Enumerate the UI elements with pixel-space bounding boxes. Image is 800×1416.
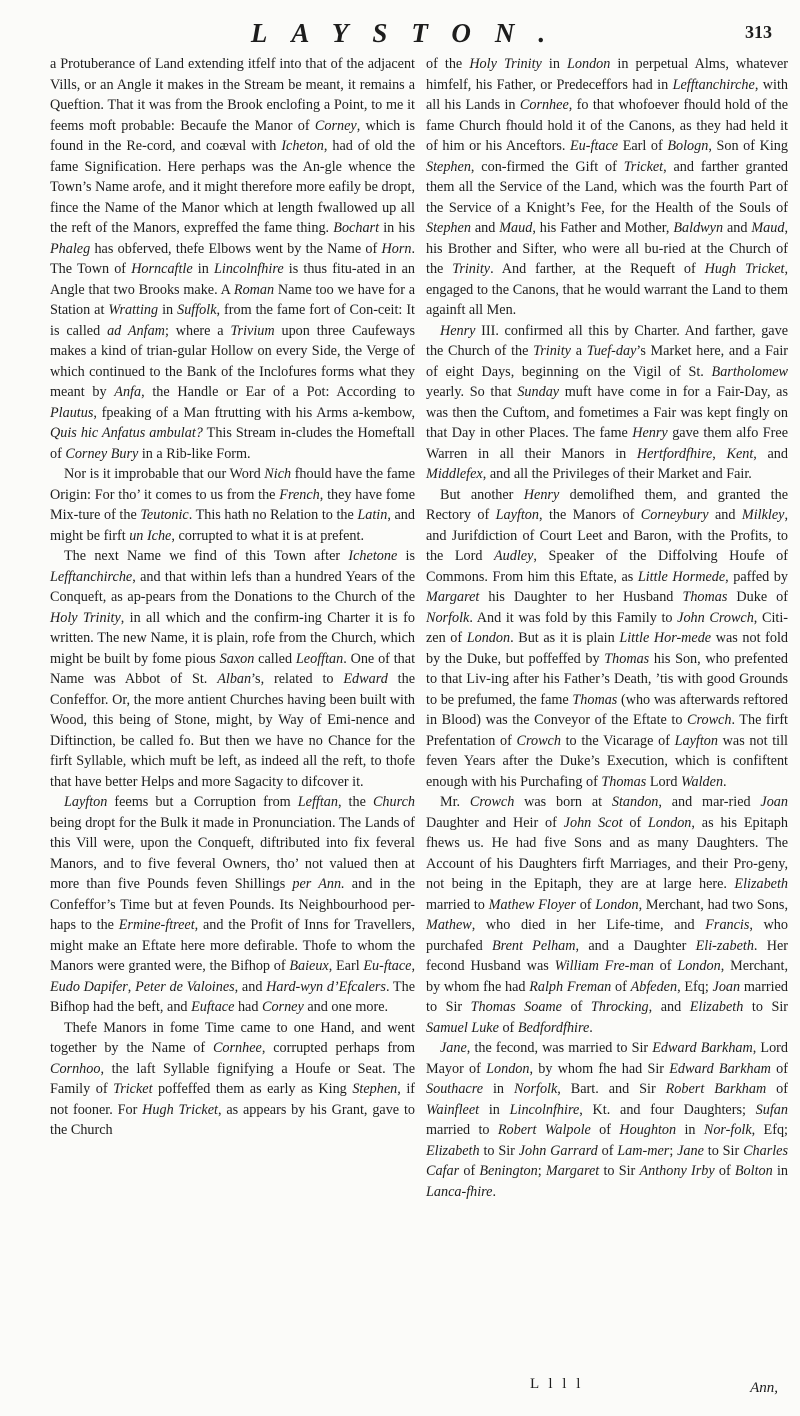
italic-text: London [595, 896, 639, 913]
italic-text: Ermine-ftreet [118, 917, 195, 933]
italic-text: Wainfleet [426, 1101, 480, 1118]
italic-text: London [567, 56, 611, 72]
text-run: a [570, 343, 587, 359]
text-run: of [653, 958, 678, 974]
italic-text: Anfa [114, 384, 142, 400]
italic-text: Saxon [219, 650, 255, 667]
text-run: , from the fame fort of Con-ceit: It is called [50, 302, 415, 339]
italic-text: Ichetone [348, 548, 398, 564]
italic-text: Stephen [426, 158, 471, 175]
running-title: LAYSTON. [250, 18, 570, 48]
italic-text: Nor-folk [703, 1122, 752, 1138]
text-run: , corrupted to what it is at prefent. [171, 527, 365, 544]
italic-text: Lefftan [297, 794, 338, 810]
paragraph [50, 792, 415, 1018]
text-run: , Speaker of the Diffolving Houfe of Commons. From him this Eftate, as [426, 548, 788, 585]
italic-text: Corneybury [640, 507, 709, 523]
italic-text: Lam-mer [617, 1142, 670, 1159]
text-run: in [483, 1081, 514, 1097]
paragraph [426, 321, 788, 485]
text-run: is thus fitu-ated in an Angle that two Brooks make. A [50, 261, 415, 298]
text-run: to Sir [703, 1142, 744, 1159]
italic-text: Eli-zabeth [695, 937, 754, 954]
text-run: Name too we have for a Station at [50, 281, 416, 318]
text-run: , and [648, 999, 690, 1015]
text-run: , and might be firft [50, 507, 415, 544]
text-run: , the Manors of [538, 507, 641, 523]
text-run: . Her fecond Husband was [426, 937, 788, 974]
italic-text: London [677, 958, 721, 974]
text-run: married to [426, 896, 489, 913]
italic-text: John Crowch [677, 609, 754, 626]
italic-text: Holy Trinity [50, 609, 121, 626]
italic-text: Mathew Floyer [488, 896, 576, 913]
text-run: (who was afterwards reftored in Blood) was the Conveyor of the Eftate to [426, 691, 788, 728]
text-run: , engaged to the Canons, that he would warrant the Land to them againft all Men. [426, 261, 788, 318]
italic-text: Joan [760, 794, 788, 810]
italic-text: John Garrard [518, 1142, 598, 1159]
text-run: , as appears by his Grant, gave to the Church [50, 1101, 415, 1138]
italic-text: Euftace [191, 999, 235, 1015]
italic-text: Henry [523, 486, 560, 503]
italic-text: Icheton [281, 138, 324, 154]
text-run: , the fecond, was married to Sir [466, 1040, 653, 1056]
italic-text: Sunday [517, 384, 560, 400]
page-header [0, 18, 800, 58]
italic-text: Elizabeth [734, 876, 788, 892]
text-run: , con-firmed the Gift of [470, 158, 624, 175]
text-run: , and [234, 978, 267, 995]
text-run: had [234, 999, 262, 1015]
text-run: his Daughter to her Husband [479, 589, 683, 605]
italic-text: Walden [681, 773, 724, 790]
italic-text: Horn [381, 240, 412, 257]
text-run: married to Sir [426, 978, 788, 1015]
text-run: , Son of King [708, 138, 788, 154]
italic-text: Hugh Tricket [142, 1101, 218, 1118]
italic-text: Thomas [572, 691, 618, 708]
text-run: , [411, 958, 415, 974]
italic-text: Mathew [426, 917, 472, 933]
italic-text: London [648, 814, 692, 831]
paragraph [50, 1018, 415, 1141]
italic-text: Phaleg [50, 240, 91, 257]
italic-text: Crowch [469, 794, 515, 810]
italic-text: Lefftanchirche [672, 76, 755, 93]
text-run: , Merchant, by whom fhe had [426, 958, 788, 995]
text-run: , [712, 445, 727, 462]
text-run: called [254, 650, 296, 667]
text-run: is [397, 548, 415, 564]
italic-text: Bolton [734, 1163, 773, 1179]
text-run: ; where a [164, 322, 231, 339]
text-run: gave them alfo Free Warren in all their Manors in [426, 425, 788, 462]
text-run: of [575, 896, 596, 913]
text-run: yearly. So that [426, 384, 518, 400]
printer-signature-mark: L l l l [530, 1376, 584, 1392]
left-text-column [50, 54, 415, 1141]
italic-text: Francis [705, 917, 750, 933]
text-run: in [541, 56, 567, 72]
text-run: . [723, 773, 727, 790]
italic-text: Trinity [452, 261, 491, 277]
text-run: . One of that Name was Abbot of St. [50, 650, 416, 687]
text-run: in [192, 261, 214, 277]
italic-text: Crowch [516, 732, 561, 749]
text-run: , corrupted perhaps from [261, 1040, 416, 1056]
text-run: , which is found in the Re-cord, and coæval with [50, 117, 415, 154]
paragraph [50, 54, 415, 464]
italic-text: Eudo Dapifer [50, 978, 128, 995]
text-run: poffeffed them as early as King [152, 1081, 353, 1097]
italic-text: Tricket [623, 158, 664, 175]
text-run: This Stream in-cludes the Homeftall of [50, 425, 415, 462]
italic-text: Teutonic [140, 507, 189, 523]
text-run: , had of old the fame Signification. Here perhaps was the An-gle whence the Town’s Name arofe, and it might therefore more eafily be dropt, fince the Name of the Manor which at length fwallowed up all the reft of the Manors, expreffed the fame thing. [50, 138, 416, 236]
text-run: , fo that whofoever fhould hold of the fame Church fhould hold it of the Canons, as they had held it of him or his Anceftors. [426, 97, 788, 154]
text-run: of [611, 978, 631, 995]
text-run: and [723, 220, 752, 236]
italic-text: Alban [217, 671, 252, 687]
text-run: of [714, 1163, 735, 1179]
text-run: his Son, who prefented to that Liv-ing after his Father’s Death, ’tis with good Grounds to be prefumed, the fame [426, 650, 788, 708]
italic-text: London [486, 1060, 530, 1077]
text-run: to Sir [743, 999, 788, 1015]
text-run: , and the Profit of Inns for Travellers, might make an Eftate here more defirable. Thofe to whom the Manors were granted were, the Bifhop of [50, 917, 415, 974]
italic-text: Elizabeth [426, 1142, 480, 1159]
text-run: to Sir [479, 1142, 519, 1159]
italic-text: Margaret [426, 589, 480, 605]
italic-text: Corney Bury [65, 445, 139, 462]
text-run: of [766, 1081, 788, 1097]
text-run: of the [426, 56, 470, 72]
text-run: , as his Epitaph fhews us. He had five Sons and as many Daughters. The Account of his Daughters firft Marriages, and their Pro-geny, not being in the Epitaph, they are at large here. [426, 814, 788, 892]
italic-text: Kent [726, 445, 754, 462]
italic-text: Abfeden [630, 978, 678, 995]
italic-text: Hertfordfhire [636, 445, 713, 462]
text-run: , paffed by [725, 568, 788, 585]
text-run: and [470, 220, 500, 236]
italic-text: John Scot [563, 814, 623, 831]
italic-text: Bologn [667, 138, 709, 154]
text-run: a Protuberance of Land extending itfelf into that of the adjacent Vills, or an Angle it makes in the Stream be meant, it remains a Queftion. That it was from the Brook enclofing a Point, to me it feems moft probable: Becaufe the Manor of [50, 56, 415, 134]
paragraph [426, 54, 788, 321]
text-run: , by whom fhe had Sir [529, 1060, 670, 1077]
text-run: and in the Confeffor’s Time but at feven Pounds. Its Neighbourhood per-haps to the [50, 876, 415, 933]
italic-text: Stephen [352, 1081, 398, 1097]
italic-text: Tuef-day [586, 343, 637, 359]
italic-text: Horncaftle [131, 261, 193, 277]
italic-text: Norfolk [426, 609, 470, 626]
text-run: married to [426, 1122, 498, 1138]
text-run: , Kt. and four Daughters; [579, 1101, 756, 1118]
text-run: , Earl [328, 958, 364, 974]
text-run: , and Jurifdiction of Court Leet and Baron, with the Profits, to the Lord [426, 507, 788, 564]
italic-text: Cornhee [519, 97, 569, 113]
italic-text: Southacre [426, 1081, 483, 1097]
italic-text: Elizabeth [689, 999, 744, 1015]
text-run: . The firft Prefentation of [426, 712, 788, 749]
italic-text: un Iche [129, 527, 172, 544]
italic-text: London [466, 630, 511, 646]
italic-text: Henry [632, 425, 668, 441]
italic-text: Robert Barkham [665, 1081, 767, 1097]
italic-text: Trinity [533, 343, 571, 359]
italic-text: Thomas Soame [470, 999, 562, 1015]
text-run: of [770, 1060, 788, 1077]
italic-text: French [279, 486, 320, 503]
italic-text: Leofftan [295, 650, 344, 667]
page-footer [0, 1376, 800, 1406]
text-run: Earl of [618, 138, 668, 154]
text-run: in [158, 302, 178, 318]
paragraph [426, 485, 788, 793]
text-run: ’s Market here, and a Fair of eight Days, beginning on the Vigil of St. [426, 343, 788, 380]
paragraph [426, 792, 788, 1038]
italic-text: Peter de Valoines [135, 978, 235, 995]
text-run: , and that within lefs than a hundred Years of the Conqueft, as ap-pears from the Donations to the Church of the [50, 568, 415, 605]
text-run: of [498, 1019, 518, 1036]
text-run: and [708, 507, 742, 523]
italic-text: Thomas [604, 650, 650, 667]
text-run: feems but a Corruption from [107, 794, 298, 810]
italic-text: Lanca-fhire [426, 1183, 493, 1200]
italic-text: Benington [479, 1163, 538, 1179]
italic-text: Wratting [108, 302, 159, 318]
text-run: the Confeffor. Or, the more antient Churches having been built with Wood, this being of Stone, might, by Way of Emi-nence and Diftinction, be called fo. But then we have no Chance for the firft Syllable, which muft be left, as indeed all the reft, to thofe that have better Helps and more Sagacity to difcover it. [50, 671, 416, 790]
italic-text: Anthony Irby [639, 1163, 715, 1179]
text-run: demolifhed them, and granted the Rectory of [426, 486, 788, 523]
text-run: was not fold by the Duke, but poffeffed by [426, 630, 788, 667]
text-run: was not till feven Years after the Duke’s Execution, which is confiftent enough with his Purchafing of [426, 732, 788, 790]
italic-text: Margaret [545, 1163, 600, 1179]
italic-text: Norfolk [513, 1081, 558, 1097]
italic-text: Jane [440, 1040, 467, 1056]
italic-text: Jane [677, 1142, 704, 1159]
italic-text: Latin [357, 507, 388, 523]
italic-text: Samuel Luke [426, 1019, 499, 1036]
paragraph [426, 1038, 788, 1202]
italic-text: Thomas [601, 773, 647, 790]
italic-text: Bochart [333, 220, 380, 236]
italic-text: Joan [712, 978, 741, 995]
right-text-column [426, 54, 788, 1202]
italic-text: Plautus [50, 404, 94, 421]
text-run: Lord [646, 773, 681, 790]
text-run: . [589, 1019, 593, 1036]
text-run: was born at [514, 794, 612, 810]
italic-text: Sufan [755, 1101, 788, 1118]
text-run: muft have come in for a Fair-Day, as was then the Cuftom, and fometimes a Fair was kept fingly on that Day in other Places. The fame [426, 384, 788, 441]
text-run: , his Father and Mother, [532, 220, 674, 236]
text-run: in perpetual Alms, whatever himfelf, his Father, or Predeceffors had in [426, 56, 788, 93]
text-run: in [772, 1163, 788, 1179]
italic-text: Little Hormede [637, 568, 726, 585]
italic-text: Cornhee [212, 1040, 262, 1056]
italic-text: Baieux [289, 958, 329, 974]
italic-text: Layfton [495, 507, 539, 523]
italic-text: Hard-wyn d’Efcalers [266, 978, 386, 995]
text-run: , Efq; [677, 978, 713, 995]
page-number: 313 [745, 22, 772, 42]
text-run: ; [537, 1163, 546, 1179]
text-run: Duke of [727, 589, 788, 605]
italic-text: Maud [499, 220, 533, 236]
italic-text: Little Hor-mede [619, 630, 712, 646]
text-run: , who purchafed [426, 917, 788, 954]
text-run: , fpeaking of a Man ftrutting with his Arms a-kembow, [93, 404, 415, 421]
text-run: , his Brother and Sifter, who were all bu-ried at the Church of the [426, 220, 788, 277]
italic-text: Bartholomew [711, 363, 788, 380]
text-run: , Bart. and Sir [557, 1081, 666, 1097]
italic-text: Throcking [590, 999, 649, 1015]
italic-text: Audley [494, 548, 534, 564]
text-run: , if not fooner. For [50, 1081, 415, 1118]
italic-text: Suffolk [177, 302, 217, 318]
text-run: , and a Daughter [575, 937, 696, 954]
italic-text: Eu-ftace [570, 138, 619, 154]
italic-text: Henry [440, 322, 476, 339]
italic-text: William Fre-man [554, 958, 654, 974]
italic-text: Roman [233, 281, 275, 298]
text-run: But another [440, 486, 524, 503]
text-run: . The Town of [50, 240, 415, 277]
paragraph [50, 464, 415, 546]
text-run: The next Name we find of this Town after [64, 548, 349, 564]
italic-text: Thomas [682, 589, 728, 605]
italic-text: Charles Cafar [426, 1142, 788, 1179]
text-run: being dropt for the Bulk it made in Pronunciation. The Lands of this Vill were, upon the Conqueft, diftributed into fix feveral Manors, and to five feveral Owners, tho’ not valued then at more than five Pounds feven Shillings [50, 814, 415, 892]
text-run: , and farther granted them all the Service of the Land, which was the fourth Part of the Service of a Knight’s Fee, for the Health of the Souls of [426, 158, 788, 216]
text-run: Daughter and Heir of [426, 814, 564, 831]
italic-text: Crowch [687, 712, 732, 728]
italic-text: Lincolnfhire [214, 261, 284, 277]
text-run: ; [669, 1142, 678, 1159]
italic-text: Edward Barkham [652, 1040, 753, 1056]
italic-text: Layfton [674, 732, 718, 749]
text-run: of [622, 814, 649, 831]
text-run: of [590, 1122, 620, 1138]
text-run: Mr. [440, 794, 470, 810]
italic-text: Layfton [64, 794, 108, 810]
italic-text: Holy Trinity [469, 56, 542, 72]
text-run: Thefe Manors in fome Time came to one Hand, and went together by the Name of [50, 1019, 415, 1056]
text-run: has obferved, thefe Elbows went by the Name of [90, 240, 382, 257]
italic-text: Edward Barkham [669, 1060, 771, 1077]
italic-text: Brent Pelham [491, 937, 576, 954]
text-run: , and [753, 445, 788, 462]
text-run: , Efq; [751, 1122, 788, 1138]
italic-text: Milkley [741, 507, 785, 523]
italic-text: Church [372, 794, 415, 810]
text-run: . But as it is plain [510, 630, 620, 646]
text-run: fhould have the fame Origin: For tho’ it comes to us from the [50, 466, 415, 503]
italic-text: Hugh Tricket [704, 261, 785, 277]
text-run: , and mar-ried [658, 794, 761, 810]
text-run: III. confirmed all this by Charter. And farther, gave the Church of the [426, 322, 788, 359]
text-run: of [459, 1163, 480, 1179]
paragraph [50, 546, 415, 792]
text-run: to Sir [599, 1163, 640, 1179]
text-run: . And it was fold by this Family to [469, 609, 678, 626]
text-run: . The Bifhop had the beft, and [50, 978, 415, 1015]
text-run: , who died in her Life-time, and [471, 917, 706, 933]
italic-text: per Ann. [292, 876, 345, 892]
text-run: , the [337, 794, 373, 810]
text-run: ’s, related to [251, 671, 344, 687]
text-run: in his [379, 220, 415, 236]
text-run: in a Rib-like Form. [138, 445, 251, 462]
italic-text: Houghton [619, 1122, 677, 1138]
text-run: in [676, 1122, 704, 1138]
italic-text: Middlefex [426, 466, 483, 482]
text-run: , they have fome Mix-ture of the [50, 486, 416, 523]
italic-text: Corney [314, 117, 357, 134]
text-run: , [127, 978, 136, 995]
text-run: , Lord Mayor of [426, 1040, 788, 1077]
italic-text: Quis hic Anfatus ambulat? [50, 425, 203, 441]
italic-text: Edward [343, 671, 388, 687]
text-run: upon three Caufeways makes a kind of trian-gular Hollow on every Side, the Verge of which continued to the Bank of the Inclofures forms what they meant by [50, 322, 415, 400]
text-run: . [492, 1183, 497, 1200]
text-run: , and all the Privileges of their Market and Fair. [482, 466, 752, 482]
text-run: , with all his Lands in [426, 76, 788, 113]
italic-text: Baldwyn [673, 220, 724, 236]
italic-text: Tricket [113, 1081, 153, 1097]
text-run: . And farther, at the Requeft of [490, 261, 705, 277]
italic-text: Lincolnfhire [509, 1101, 580, 1118]
italic-text: Cornhoo [50, 1060, 101, 1077]
italic-text: Lefftanchirche [50, 568, 133, 585]
text-run: , the Handle or Ear of a Pot: According to [141, 384, 415, 400]
italic-text: ad Anfam [107, 322, 165, 339]
italic-text: Standon [611, 794, 659, 810]
italic-text: Nich [264, 466, 292, 482]
text-run: , the laft Syllable fignifying a Houfe or Seat. The Family of [50, 1060, 415, 1097]
text-run: , Merchant, had two Sons, [638, 896, 788, 913]
italic-text: Bedfordfhire [517, 1019, 590, 1036]
text-run: , in all which and the confirm-ing Charter it is fo written. The new Name, it is plain, rofe from the Church, which might be built by fome pious [50, 609, 415, 667]
italic-text: Robert Walpole [497, 1122, 591, 1138]
text-run: Nor is it improbable that our Word [64, 466, 265, 482]
text-run: . This hath no Relation to the [188, 507, 358, 523]
italic-text: Trivium [230, 322, 275, 339]
text-run: to the Vicarage of [560, 732, 675, 749]
italic-text: Stephen [426, 220, 471, 236]
italic-text: Corney [262, 999, 304, 1015]
text-run: and one more. [303, 999, 389, 1015]
italic-text: Ralph Freman [529, 978, 612, 995]
text-run: of [561, 999, 591, 1015]
text-run: , Citi-zen of [426, 609, 789, 646]
text-run: in [479, 1101, 510, 1118]
catchword: Ann, [750, 1380, 778, 1396]
text-run: of [597, 1142, 618, 1159]
italic-text: Maud [751, 220, 785, 236]
italic-text: Eu-ftace [363, 958, 412, 974]
